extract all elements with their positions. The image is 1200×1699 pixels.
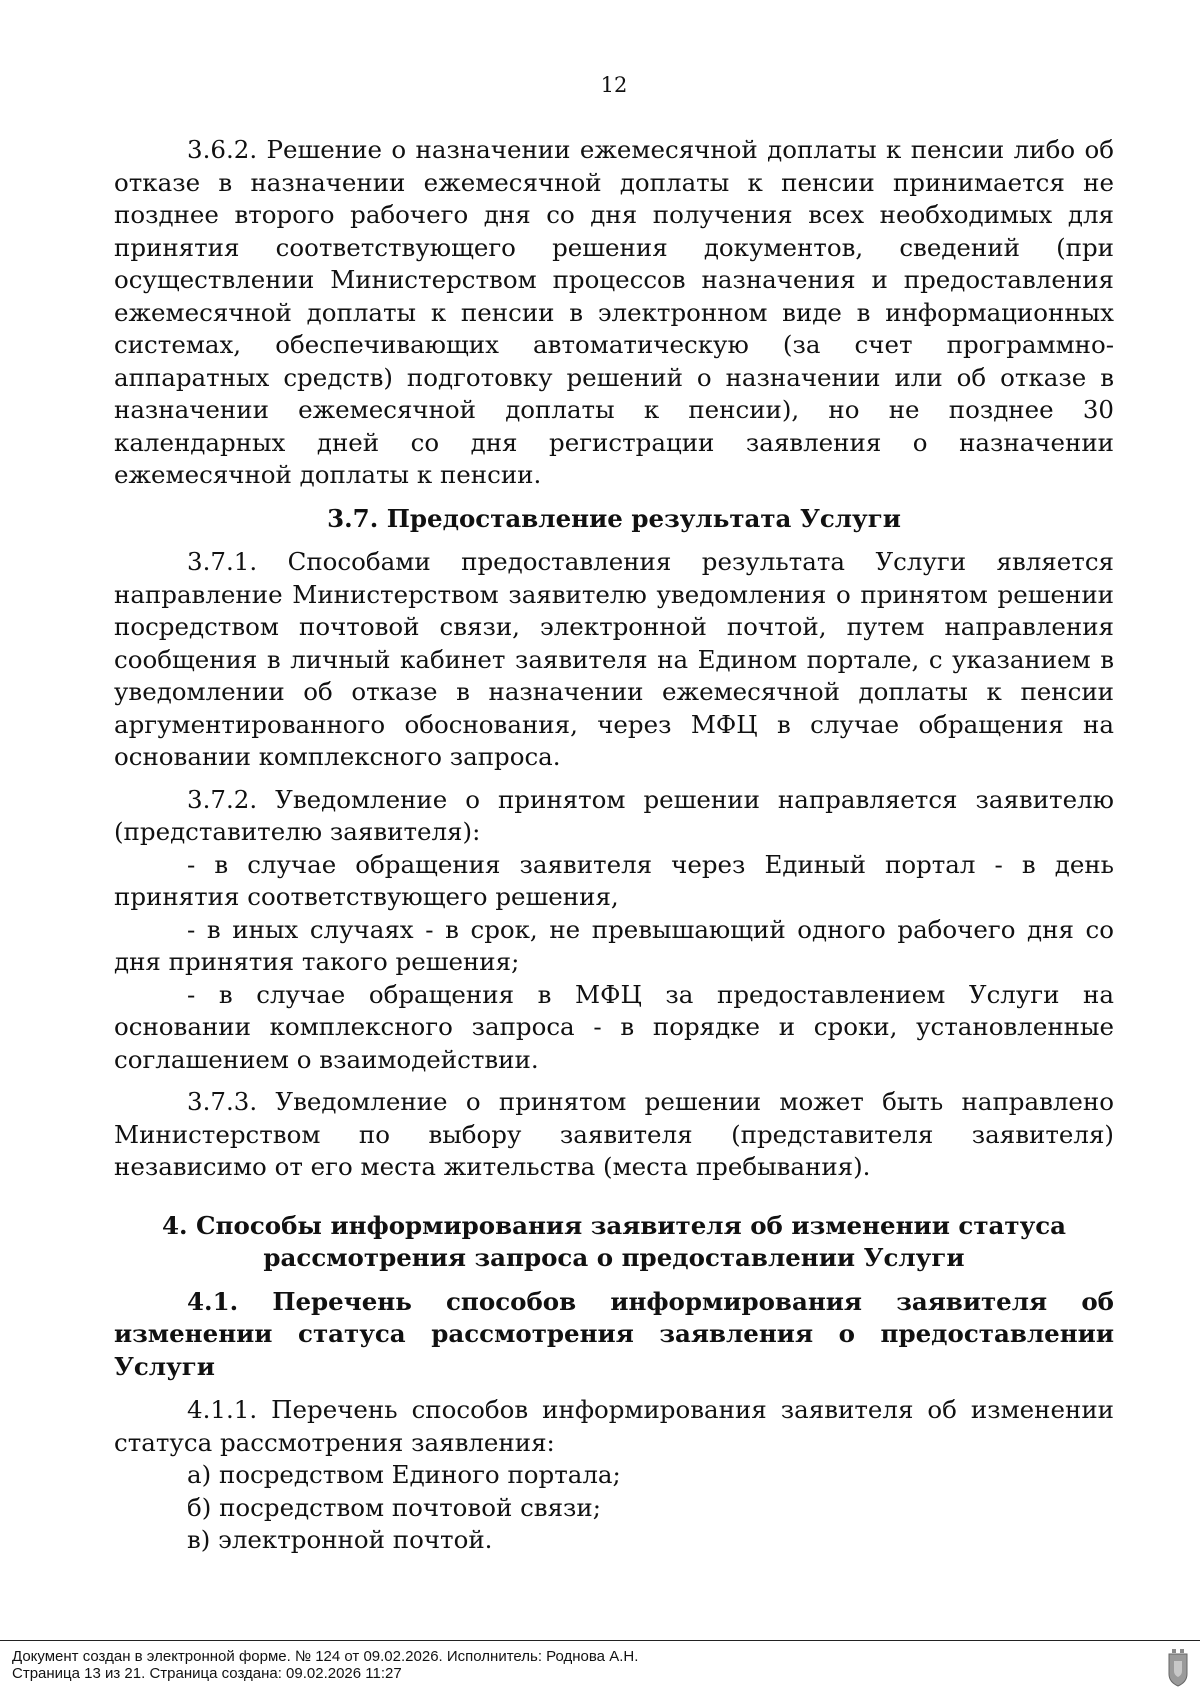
document-body (114, 134, 1114, 1557)
section-heading-3-7: 3.7. Предоставление результата Услуги (327, 503, 901, 533)
paragraph-3-7-2-item-1: - в случае обращения заявителя через Единый портал - в день принятия соответствующего решения, (114, 849, 1114, 911)
paragraph-3-7-2-item-2: - в иных случаях - в срок, не превышающий одного рабочего дня со дня принятия такого решения; (114, 914, 1114, 976)
paragraph-3-7-2-item-3: - в случае обращения в МФЦ за предоставлением Услуги на основании комплексного запроса - в порядке и сроки, установленные соглашением о взаимодействии. (114, 979, 1114, 1074)
page-number: 12 (600, 73, 628, 97)
chapter-heading-4: 4. Способы информирования заявителя об изменении статуса рассмотрения запроса о предоставлении Услуги (161, 1210, 1067, 1272)
list-item-a: а) посредством Единого портала; (187, 1460, 621, 1489)
document-footer (0, 1640, 1200, 1699)
footer-line-2: Страница 13 из 21. Страница создана: 09.02.2026 11:27 (12, 1665, 402, 1682)
paragraph-3-6-2: 3.6.2. Решение о назначении ежемесячной доплаты к пенсии либо об отказе в назначении ежемесячной доплаты к пенсии принимается не позднее второго рабочего дня со дня получения всех необходимых для принятия соответствующего решения документов, сведений (при осуществлении Министерством процессов назначения и предоставления ежемесячной доплаты к пенсии в электронном виде в информационных системах, обеспечивающих автоматическую (за счет программно-аппаратных средств) подготовку решений о назначении или об отказе в назначении ежемесячной доплаты к пенсии), но не позднее 30 календарных дней со дня регистрации заявления о назначении ежемесячной доплаты к пенсии. (114, 135, 1114, 489)
paragraph-3-7-2: 3.7.2. Уведомление о принятом решении направляется заявителю (представителю заявителя): (114, 784, 1114, 846)
section-heading-4-1: 4.1. Перечень способов информирования заявителя об изменении статуса рассмотрения заявления о предоставлении Услуги (114, 1286, 1114, 1381)
footer-line-1: Документ создан в электронной форме. № 124 от 09.02.2026. Исполнитель: Роднова А.Н. (12, 1648, 639, 1665)
paragraph-3-7-1: 3.7.1. Способами предоставления результата Услуги является направление Министерством заявителю уведомления о принятом решении посредством почтовой связи, электронной почтой, путем направления сообщения в личный кабинет заявителя на Едином портале, с указанием в уведомлении об отказе в назначении ежемесячной доплаты к пенсии аргументированного обоснования, через МФЦ в случае обращения на основании комплексного запроса. (114, 547, 1114, 771)
paragraph-3-7-3: 3.7.3. Уведомление о принятом решении может быть направлено Министерством по выбору заявителя (представителя заявителя) независимо от его места жительства (места пребывания). (114, 1087, 1114, 1181)
list-item-b: б) посредством почтовой связи; (187, 1492, 601, 1522)
paragraph-4-1-1: 4.1.1. Перечень способов информирования заявителя об изменении статуса рассмотрения заявления: (114, 1395, 1114, 1457)
list-item-c: в) электронной почтой. (187, 1525, 493, 1554)
coat-of-arms-icon (1166, 1649, 1190, 1687)
footer-text (12, 1648, 638, 1682)
